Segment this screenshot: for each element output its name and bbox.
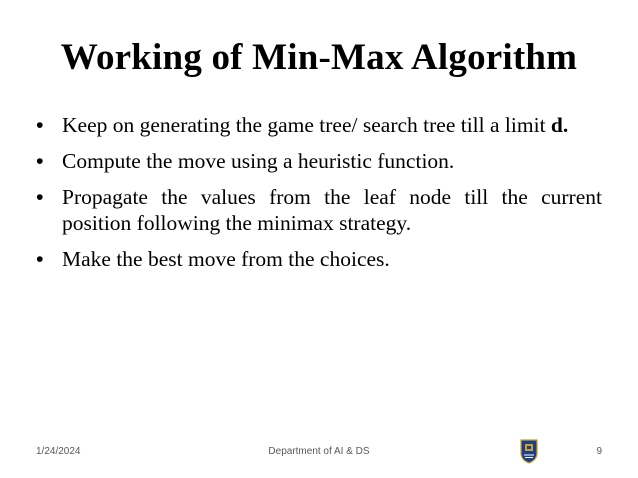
bullet-bold-text: d.	[550, 113, 569, 137]
page-number: 9	[596, 446, 602, 457]
bullet-dot-icon: •	[36, 149, 44, 173]
bullet-item	[36, 246, 602, 272]
bullet-item	[36, 184, 602, 236]
bullet-dot-icon: •	[36, 185, 44, 209]
slide-title: Working of Min-Max Algorithm	[60, 37, 578, 78]
bullet-item	[36, 112, 602, 138]
footer-department: Department of AI & DS	[268, 446, 370, 457]
bullet-text: Propagate the values from the leaf node till the current position following the minimax strategy.	[62, 185, 602, 235]
bullet-dot-icon: •	[36, 247, 44, 271]
bullet-item	[36, 148, 602, 174]
footer-date: 1/24/2024	[36, 446, 81, 457]
bullet-list	[36, 112, 602, 282]
bullet-text: Compute the move using a heuristic function.	[62, 149, 455, 173]
bullet-text: Keep on generating the game tree/ search tree till a limit	[62, 113, 551, 137]
bullet-dot-icon: •	[36, 113, 44, 137]
bullet-text: Make the best move from the choices.	[62, 247, 390, 271]
university-crest-icon	[519, 438, 539, 464]
